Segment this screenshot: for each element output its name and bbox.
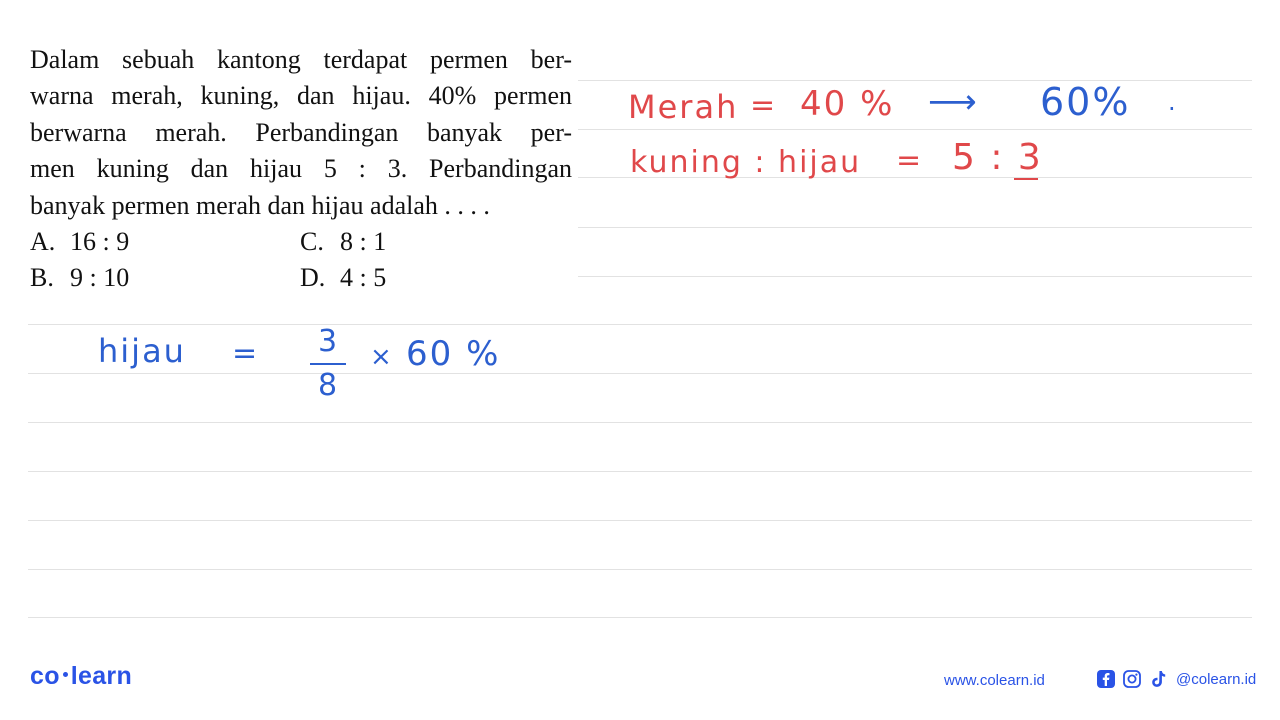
ruled-line <box>578 129 1252 130</box>
hand-hijau-label: hijau <box>98 332 186 370</box>
hand-equals: = <box>896 143 924 178</box>
logo-dot <box>63 672 68 677</box>
options-row <box>30 260 572 296</box>
ruled-line <box>578 227 1252 228</box>
option-letter: B. <box>30 263 54 293</box>
option-a <box>30 224 129 260</box>
problem-line: banyak permen merah dan hijau adalah . . . . <box>30 190 490 220</box>
hand-merah-label: Merah <box>628 88 739 126</box>
ruled-line <box>28 471 1252 472</box>
problem-line: Dalam sebuah kantong terdapat permen ber- <box>30 45 572 74</box>
facebook-icon[interactable] <box>1096 669 1116 689</box>
hand-merah-value: 40 % <box>800 84 895 124</box>
ruled-line <box>28 422 1252 423</box>
instagram-icon[interactable] <box>1122 669 1142 689</box>
option-b <box>30 260 129 296</box>
hand-hijau-value: 60 % <box>406 334 501 374</box>
hand-fraction-bar <box>310 363 346 365</box>
option-d <box>300 260 386 296</box>
option-letter: D. <box>300 263 326 293</box>
hand-times: × <box>370 342 394 372</box>
option-c <box>300 224 386 260</box>
problem-text <box>30 42 572 297</box>
ruled-line <box>28 520 1252 521</box>
hand-equals: = <box>750 88 778 123</box>
hand-arrow: ⟶ <box>928 82 979 122</box>
option-text: 4 : 5 <box>340 263 387 293</box>
hand-dot: . <box>1168 88 1178 116</box>
ruled-line <box>28 324 1252 325</box>
ruled-line <box>28 569 1252 570</box>
website-link[interactable]: www.colearn.id <box>944 672 1045 689</box>
hand-underline <box>1014 178 1038 180</box>
logo-text: co <box>30 662 60 690</box>
hand-result: 60% <box>1040 80 1131 124</box>
option-text: 8 : 1 <box>340 226 387 256</box>
colearn-logo <box>30 662 132 691</box>
social-bar <box>1096 669 1256 689</box>
logo-text: learn <box>70 662 133 690</box>
option-text: 16 : 9 <box>70 226 130 256</box>
hand-equals: = <box>232 336 260 371</box>
hand-ratio-label: kuning : hijau <box>630 145 862 180</box>
problem-line: berwarna merah. Perbandingan banyak per- <box>30 117 572 147</box>
ruled-line <box>28 617 1252 618</box>
hand-denominator: 8 <box>318 368 340 403</box>
hand-numerator: 3 <box>318 324 340 359</box>
tiktok-icon[interactable] <box>1148 669 1168 689</box>
option-letter: C. <box>300 226 324 256</box>
hand-ratio-value: 5 : 3 <box>952 137 1043 178</box>
ruled-line <box>578 276 1252 277</box>
problem-line: men kuning dan hijau 5 : 3. Perbandingan <box>30 154 572 184</box>
social-handle[interactable]: @colearn.id <box>1176 670 1257 688</box>
option-letter: A. <box>30 226 56 256</box>
option-text: 9 : 10 <box>70 263 130 293</box>
problem-line: warna merah, kuning, dan hijau. 40% permen <box>30 81 572 111</box>
ruled-line <box>578 80 1252 81</box>
options-row <box>30 224 572 260</box>
ruled-line <box>28 373 1252 374</box>
